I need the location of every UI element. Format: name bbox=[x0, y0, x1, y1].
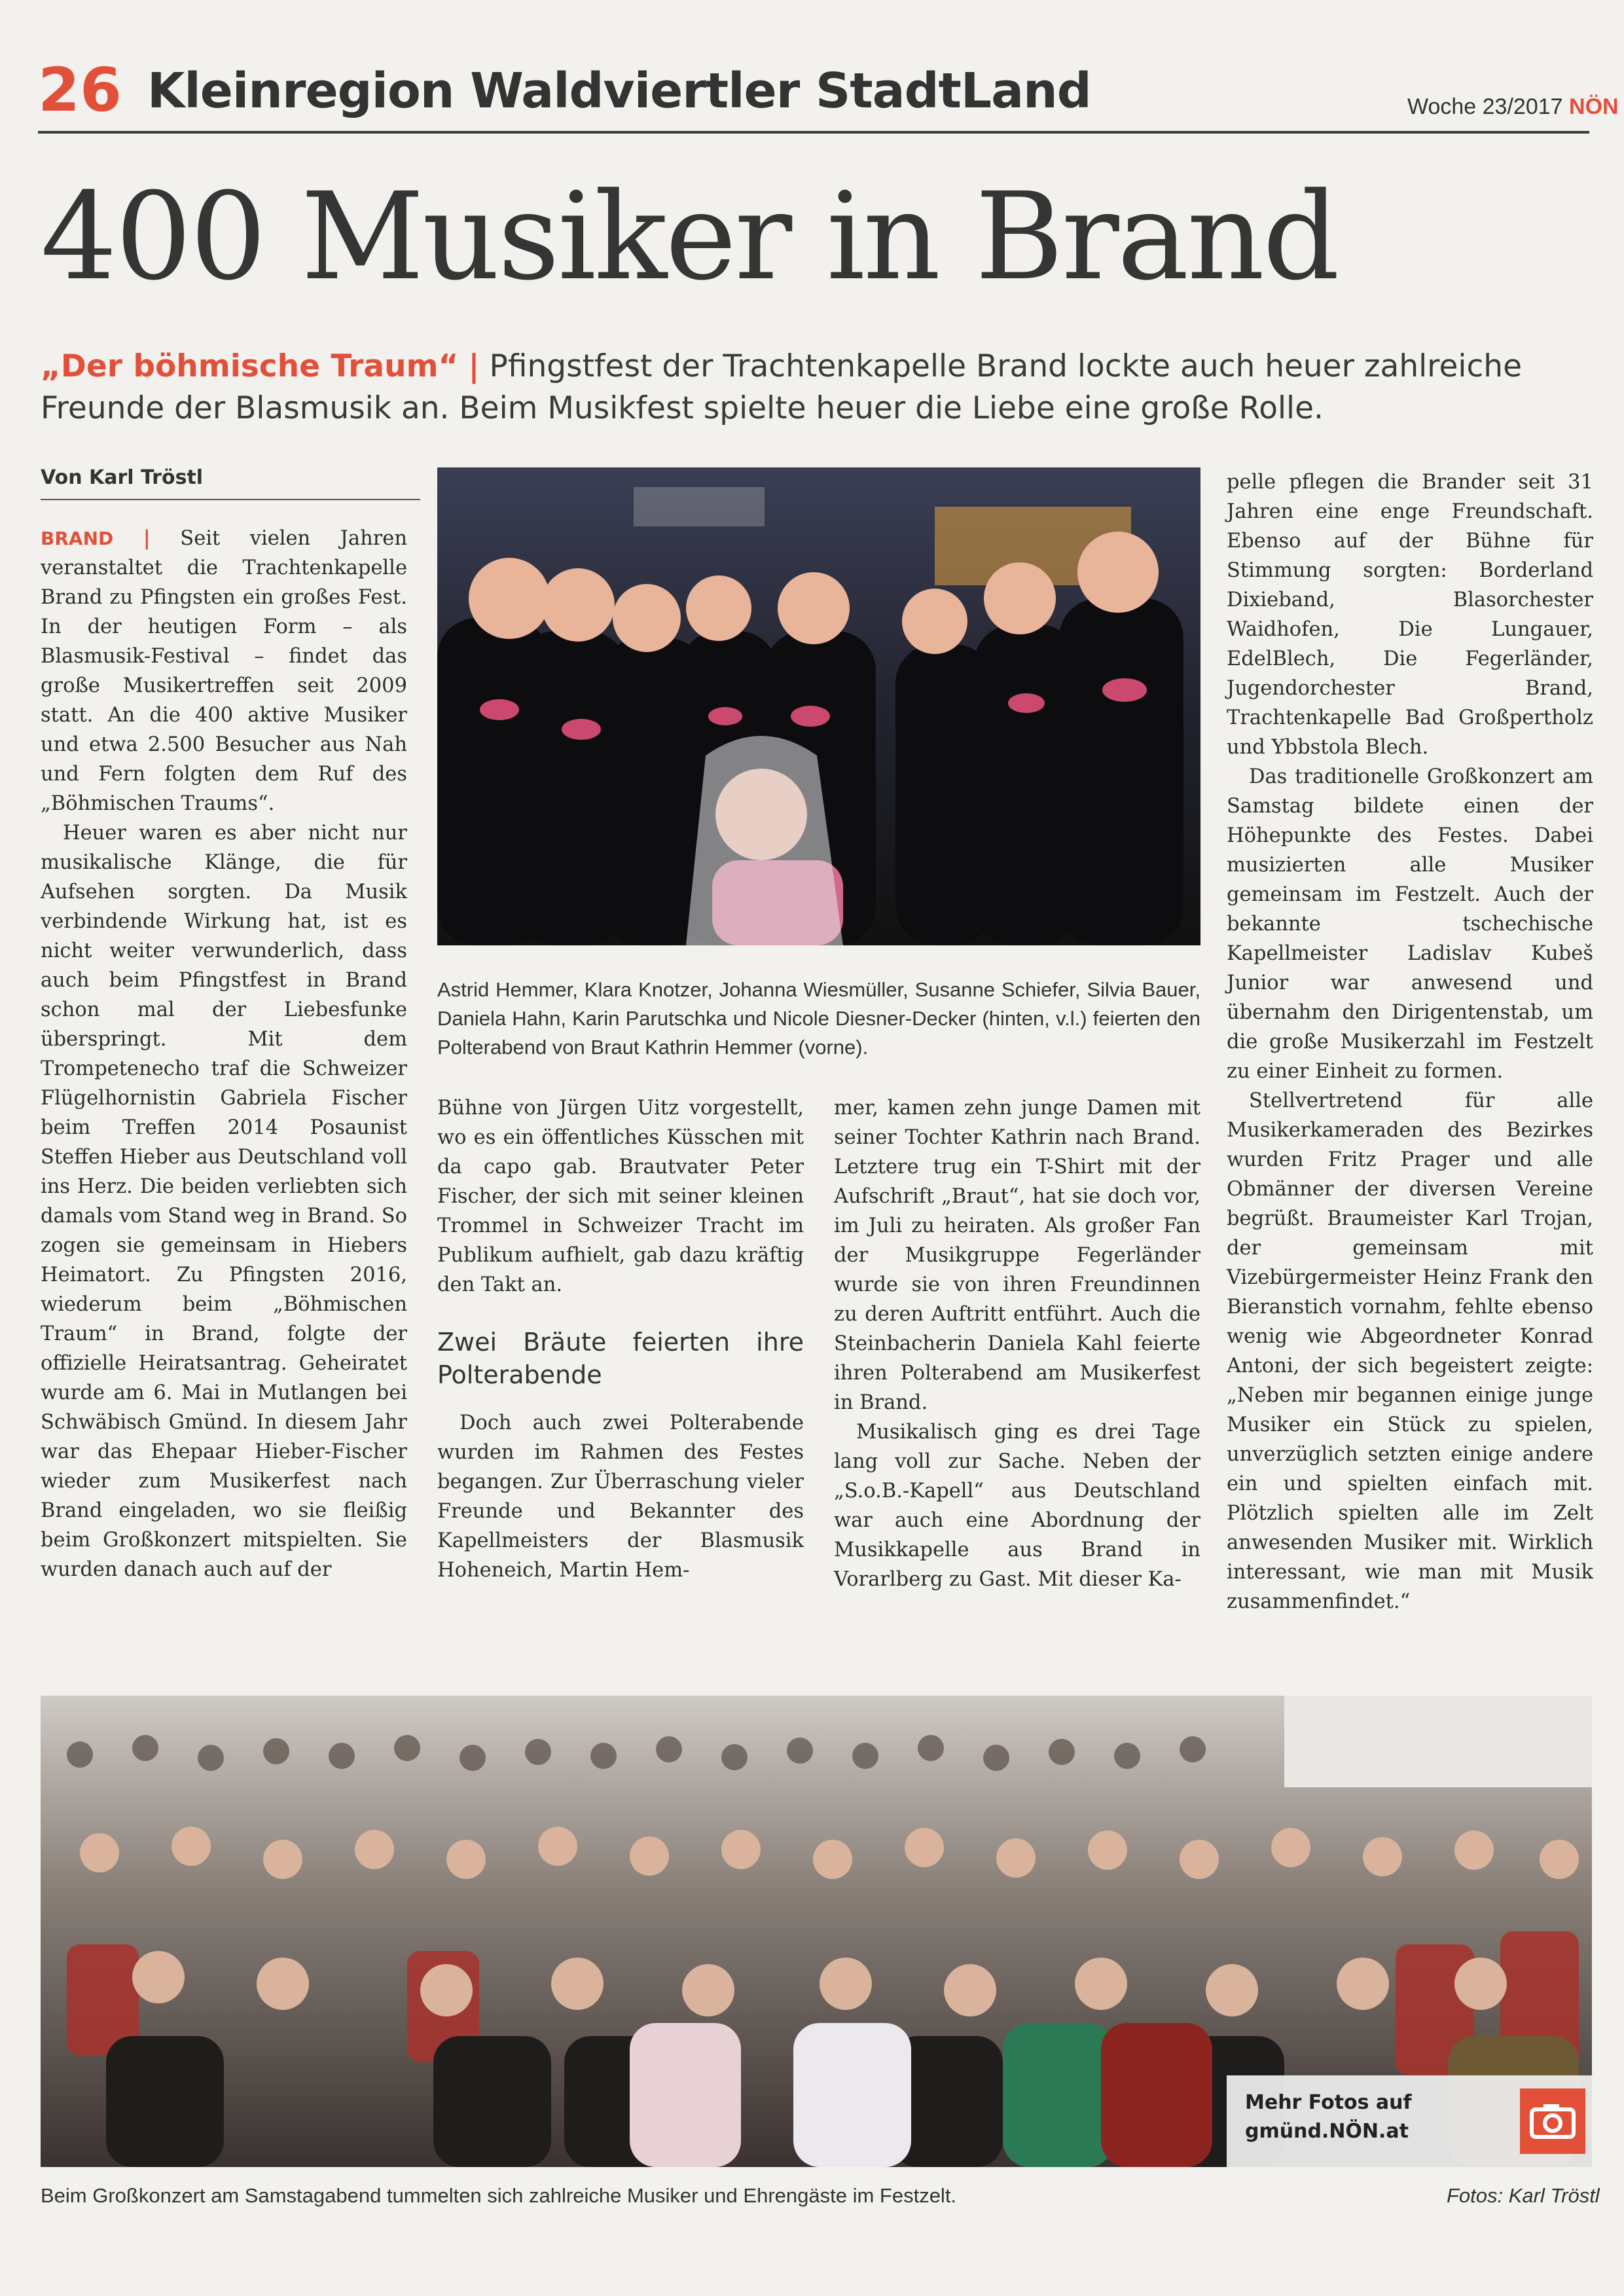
photo-caption-2: Beim Großkonzert am Samstagabend tummelten sich zahlreiche Musiker und Ehrengäste im Festzelt. bbox=[41, 2184, 957, 2207]
polterabend-photo bbox=[437, 467, 1200, 945]
article-column-4 bbox=[1227, 467, 1593, 1616]
issue-week: Woche 23/2017 bbox=[1407, 94, 1563, 119]
section-title: Kleinregion Waldviertler StadtLand bbox=[147, 63, 1091, 119]
paragraph: Stellvertretend für alle Musikerkameraden des Bezirkes wurden Fritz Prager und alle Obmänner der diversen Vereine begrüßt. Braumeister Karl Trojan, der gemeinsam mit Vizebürgermeister Heinz Frank den Bieranstich vornahm, fehlte ebenso wenig wie Abgeordneter Konrad Antoni, der sich begeistert zeigte: „Neben mir begannen einige junge Musiker ein Stück zu spielen, unverzüglich setzten einige andere ein und spielten einfach mit. Plötzlich spielten alle im Zelt anwesenden Musiker mit. Wirklich interessant, wie man mit Musik zusammenfindet.“ bbox=[1227, 1089, 1593, 1613]
header-rule bbox=[38, 131, 1589, 134]
article-column-3 bbox=[834, 1093, 1200, 1594]
byline-rule bbox=[41, 499, 420, 500]
paragraph: Heuer waren es aber nicht nur musikalische Klänge, die für Aufsehen sorgten. Da Musik verbindende Wirkung hat, ist es nicht weiter verwunderlich, dass auch beim Pfingstfest in Brand schon mal der Liebesfunke überspringt. Mit dem Trompetenecho traf die Schweizer Flügelhornistin Gabriela Fischer beim Treffen 2014 Posaunist Steffen Hieber aus Deutschland voll ins Herz. Die beiden verliebten sich damals vom Stand weg in Brand. So zogen sie gemeinsam in Hiebers Heimatort. Zu Pfingsten 2016, wiederum beim „Böhmischen Traum“ in Brand, folgte der offizielle Heiratsantrag. Geheiratet wurde am 6. Mai in Mutlangen bei Schwäbisch Gmünd. In diesem Jahr war das Ehepaar Hieber-Fischer wieder zum Musikerfest nach Brand eingeladen, wo sie fleißig beim Großkonzert mitspielten. Sie wurden danach auch auf der bbox=[41, 822, 407, 1581]
paragraph: Musikalisch ging es drei Tage lang voll zur Sache. Neben der „S.o.B.-Kapell“ aus Deutschland war auch eine Abordnung der Musikkapelle aus Brand in Vorarlberg zu Gast. Mit dieser Ka- bbox=[834, 1421, 1200, 1591]
camera-icon bbox=[1520, 2088, 1585, 2154]
byline: Von Karl Tröstl bbox=[41, 466, 204, 489]
deck-kicker: „Der böhmische Traum“ bbox=[41, 348, 459, 384]
deck-separator: | bbox=[468, 348, 480, 384]
issue-info bbox=[1407, 94, 1619, 120]
paragraph: Bühne von Jürgen Uitz vorgestellt, wo es ein öffentliches Küsschen mit da capo gab. Brautvater Peter Fischer, der sich mit seiner kleinen Trommel in Schweizer Tracht im Publikum aufhielt, gab dazu kräftig den Takt an. bbox=[437, 1097, 804, 1296]
headline: 400 Musiker in Brand bbox=[41, 167, 1338, 307]
polterabend-photo-image bbox=[437, 467, 1200, 945]
paragraph: pelle pflegen die Brander seit 31 Jahren eine enge Freundschaft. Ebenso auf der Bühne für Stimmung sorgten: Borderland Dixieband, Blasorchester Waidhofen, Die Lungauer, EdelBlech, Die Fegerländer, Jugendorchester Brand, Trachtenkapelle Bad Großpertholz und Ybbstola Blech. bbox=[1227, 471, 1593, 759]
more-photos-box[interactable] bbox=[1227, 2075, 1592, 2167]
photo-credit: Fotos: Karl Tröstl bbox=[1447, 2184, 1600, 2207]
paragraph: BRAND | Seit vielen Jahren veranstaltet die Trachtenkapelle Brand zu Pfingsten ein großes Fest. In der heutigen Form – als Blasmusik-Festival – findet das große Musikertreffen seit 2009 statt. An die 400 aktive Musiker und etwa 2.500 Besucher aus Nah und Fern folgten dem Ruf des „Böhmischen Traums“. bbox=[41, 526, 407, 815]
deck-text: Pfingstfest der Trachtenkapelle Brand lockte auch heuer zahlreiche Freunde der Blasmusik an. Beim Musikfest spielte heuer die Liebe eine große Rolle. bbox=[41, 348, 1522, 426]
dateline: BRAND bbox=[41, 528, 114, 549]
deck bbox=[41, 346, 1566, 429]
page-number: 26 bbox=[38, 55, 122, 125]
brand-logo: NÖN bbox=[1569, 94, 1619, 119]
article-column-1 bbox=[41, 524, 407, 1584]
paragraph: Das traditionelle Großkonzert am Samstag bildete einen der Höhepunkte des Festes. Dabei musizierten alle Musiker gemeinsam im Festzelt. Auch der bekannte tschechische Kapellmeister Ladislav Kubeš Junior war anwesend und übernahm den Dirigentenstab, um die große Musikerzahl im Festzelt zu einer Einheit zu formen. bbox=[1227, 765, 1593, 1083]
paragraph: Doch auch zwei Polterabende wurden im Rahmen des Festes begangen. Zur Überraschung vieler Freunde und Bekannter des Kapellmeisters der Blasmusik Hoheneich, Martin Hem- bbox=[437, 1412, 804, 1582]
more-photos-text: Mehr Fotos auf gmünd.NÖN.at bbox=[1245, 2091, 1412, 2143]
subheadline: Zwei Bräute feierten ihre Polterabende bbox=[437, 1328, 804, 1389]
paragraph: mer, kamen zehn junge Damen mit seiner Tochter Kathrin nach Brand. Letztere trug ein T-Shirt mit der Aufschrift „Braut“, hat sie doch vor, im Juli zu heiraten. Als großer Fan der Musikgruppe Fegerländer wurde sie von ihren Freundinnen zu deren Auftritt entführt. Auch die Steinbacherin Daniela Kahl feierte ihren Polterabend am Musikerfest in Brand. bbox=[834, 1097, 1200, 1414]
photo-caption: Astrid Hemmer, Klara Knotzer, Johanna Wiesmüller, Susanne Schiefer, Silvia Bauer, Daniela Hahn, Karin Parutschka und Nicole Diesner-Decker (hinten, v.l.) feierten den Polterabend von Braut Kathrin Hemmer (vorne). bbox=[437, 978, 1200, 1059]
article-column-2 bbox=[437, 1093, 804, 1585]
